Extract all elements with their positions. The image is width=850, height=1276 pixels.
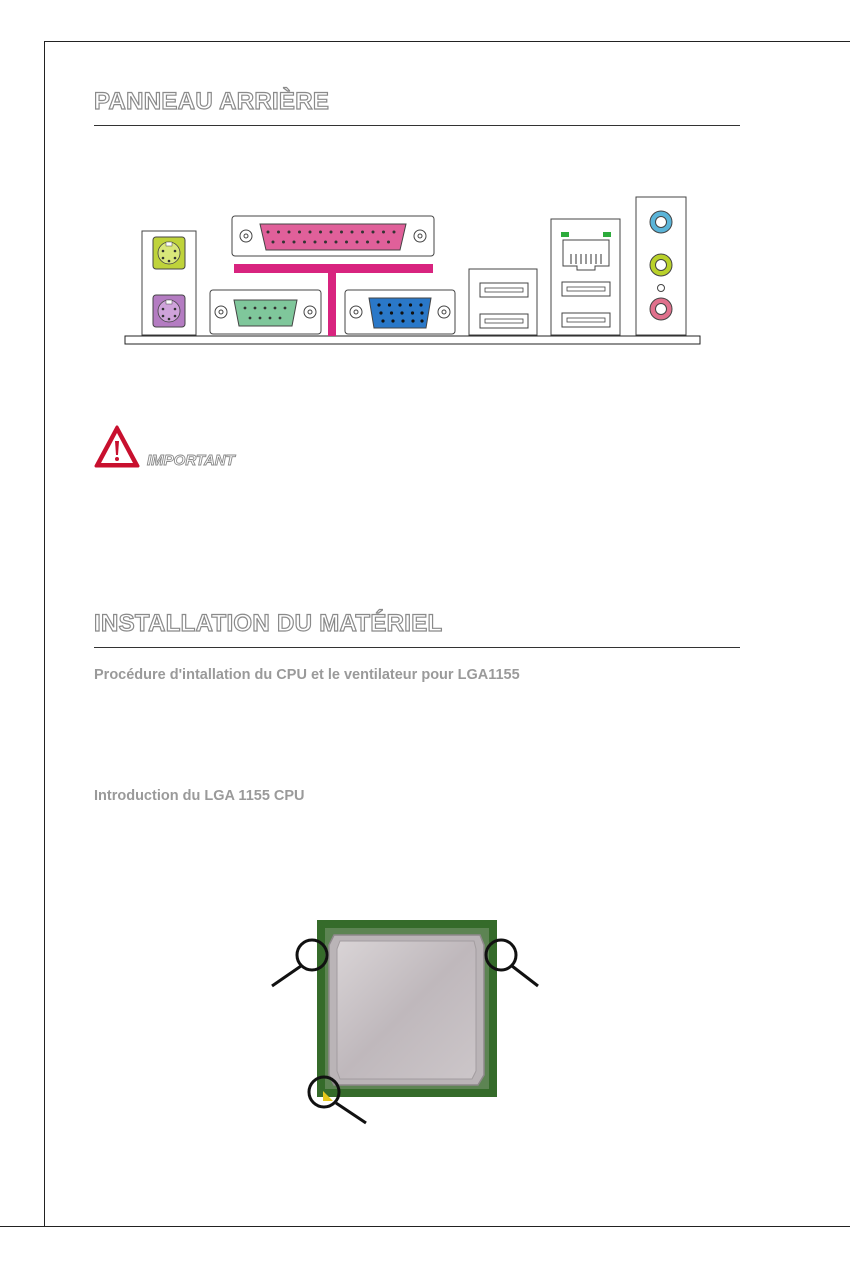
important-label: IMPORTANT — [147, 452, 235, 469]
rear-panel-diagram — [120, 192, 705, 347]
subheading-lga1155-intro: Introduction du LGA 1155 CPU — [94, 788, 305, 804]
ps2-ports — [142, 231, 196, 335]
page-frame-left — [44, 41, 45, 1227]
audio-jacks — [636, 197, 686, 335]
cpu-illustration — [268, 915, 548, 1130]
section-rule — [94, 125, 740, 126]
warning-icon — [93, 424, 141, 470]
vga-port — [345, 290, 455, 334]
accent-bar — [234, 264, 433, 273]
section-title-rear-panel: PANNEAU ARRIÈRE — [94, 88, 330, 115]
page-frame-top — [44, 41, 850, 42]
page-frame-bottom — [0, 1226, 850, 1227]
section-rule — [94, 647, 740, 648]
serial-port — [210, 290, 321, 334]
lan-usb-ports — [551, 219, 620, 335]
section-title-hardware-install: INSTALLATION DU MATÉRIEL — [94, 610, 443, 637]
usb-ports — [469, 269, 537, 335]
parallel-port — [232, 216, 434, 256]
subheading-cpu-procedure: Procédure d'intallation du CPU et le ventilateur pour LGA1155 — [94, 667, 520, 683]
